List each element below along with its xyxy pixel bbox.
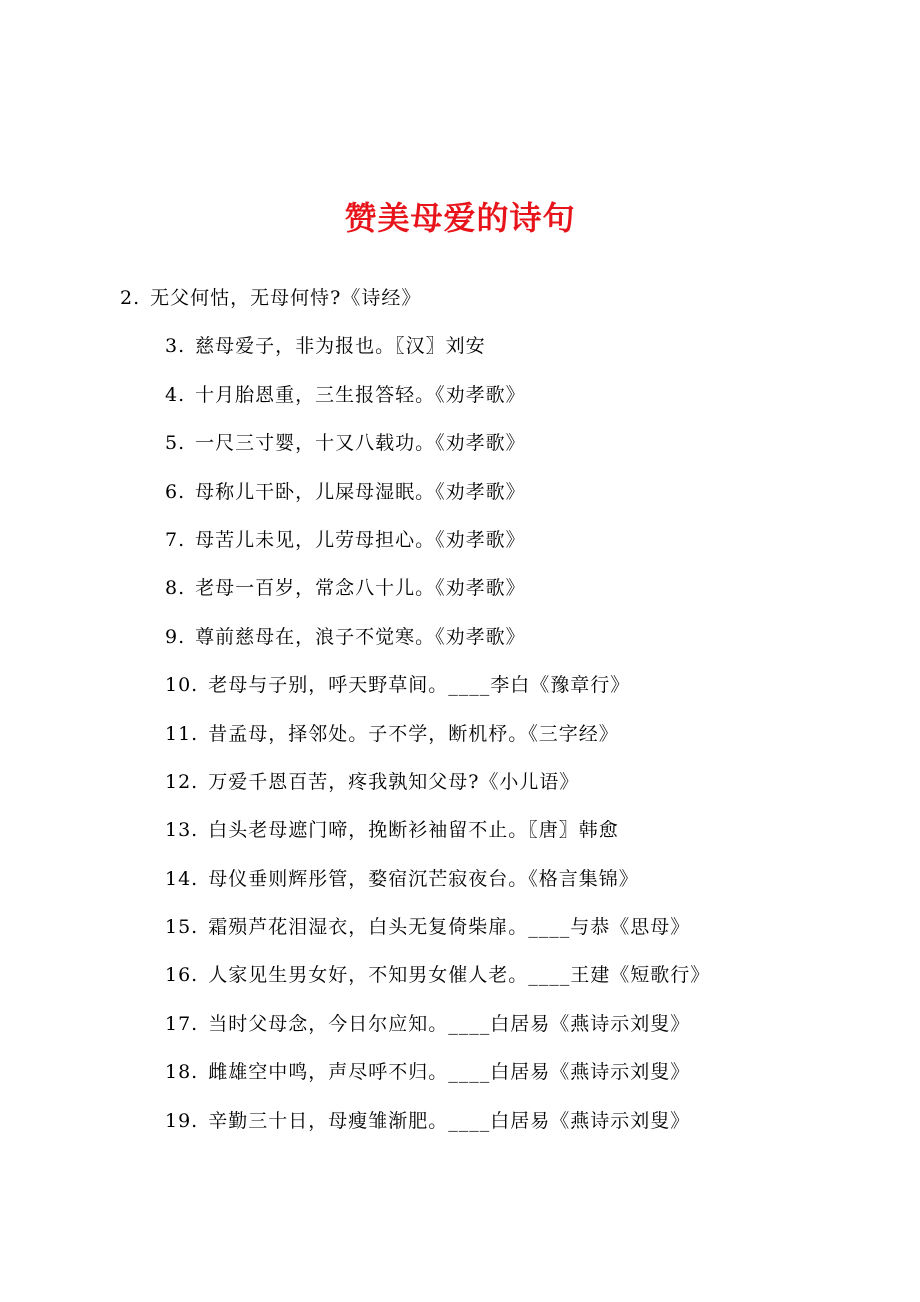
list-item-text: 霜殒芦花泪湿衣，白头无复倚柴扉。____与恭《思母》 [208, 916, 691, 939]
list-item-number: 7. [165, 528, 186, 551]
list-item-number: 3. [165, 335, 186, 358]
list-item-text: 人家见生男女好，不知男女催人老。____王建《短歌行》 [208, 964, 711, 987]
list-item-text: 辛勤三十日，母瘦雏渐肥。____白居易《燕诗示刘叟》 [208, 1109, 691, 1132]
list-item-number: 15. [165, 916, 199, 939]
poem-list [0, 280, 920, 1151]
list-item-number: 12. [165, 770, 199, 793]
list-item-number: 18. [165, 1061, 199, 1084]
list-item-number: 14. [165, 867, 199, 890]
list-item-text: 老母与子别，呼天野草间。____李白《豫章行》 [208, 674, 631, 697]
list-item [0, 328, 920, 376]
list-item-number: 9. [165, 625, 186, 648]
list-item [0, 1054, 920, 1102]
list-item [0, 619, 920, 667]
list-item [0, 280, 920, 328]
list-item-text: 十月胎恩重，三生报答轻。《劝孝歌》 [195, 383, 526, 406]
list-item-text: 雌雄空中鸣，声尽呼不归。____白居易《燕诗示刘叟》 [208, 1061, 691, 1084]
list-item-number: 19. [165, 1109, 199, 1132]
list-item-number: 6. [165, 480, 186, 503]
list-item-text: 老母一百岁，常念八十儿。《劝孝歌》 [195, 577, 526, 600]
list-item-number: 10. [165, 674, 199, 697]
list-item-text: 母称儿干卧，儿屎母湿眠。《劝孝歌》 [195, 480, 526, 503]
list-item-text: 尊前慈母在，浪子不觉寒。《劝孝歌》 [195, 625, 526, 648]
list-item-number: 16. [165, 964, 199, 987]
list-item-text: 当时父母念，今日尔应知。____白居易《燕诗示刘叟》 [208, 1012, 691, 1035]
list-item-number: 8. [165, 577, 186, 600]
list-item-number: 17. [165, 1012, 199, 1035]
list-item-text: 慈母爱子，非为报也。〖汉〗刘安 [195, 335, 486, 358]
list-item-text: 无父何怙，无母何恃?《诗经》 [150, 287, 422, 309]
list-item [0, 377, 920, 425]
list-item [0, 425, 920, 473]
list-item [0, 716, 920, 764]
list-item-number: 2. [120, 287, 141, 309]
list-item-number: 11. [165, 722, 199, 745]
list-item-number: 5. [165, 432, 186, 455]
list-item-number: 13. [165, 819, 199, 842]
list-item [0, 570, 920, 618]
list-item-text: 昔孟母，择邻处。子不学，断机杼。《三字经》 [208, 722, 619, 745]
list-item [0, 861, 920, 909]
list-item [0, 1103, 920, 1151]
list-item [0, 522, 920, 570]
list-item-text: 白头老母遮门啼，挽断衫袖留不止。〖唐〗韩愈 [208, 819, 619, 842]
list-item [0, 474, 920, 522]
document-title: 赞美母爱的诗句 [344, 199, 576, 237]
list-item [0, 957, 920, 1005]
list-item [0, 764, 920, 812]
list-item-text: 母仪垂则辉彤管，婺宿沉芒寂夜台。《格言集锦》 [208, 867, 639, 890]
list-item-number: 4. [165, 383, 186, 406]
list-item-text: 一尺三寸婴，十又八载功。《劝孝歌》 [195, 432, 526, 455]
list-item [0, 1006, 920, 1054]
list-item [0, 667, 920, 715]
list-item [0, 812, 920, 860]
list-item-text: 母苦儿未见，儿劳母担心。《劝孝歌》 [195, 528, 526, 551]
list-item-text: 万爱千恩百苦，疼我孰知父母?《小儿语》 [208, 770, 580, 793]
list-item [0, 909, 920, 957]
